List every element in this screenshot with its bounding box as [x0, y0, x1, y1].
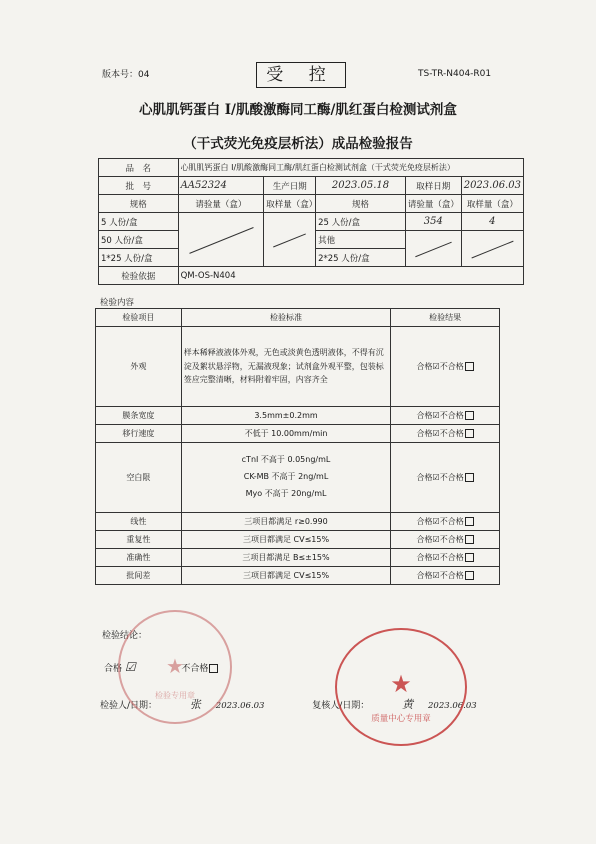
test-item: 外观 — [96, 327, 182, 407]
col-result-header: 检验结果 — [391, 309, 500, 327]
result-cell: 合格☑不合格 — [391, 407, 500, 425]
test-standard: 三项目都满足 r≥0.990 — [181, 513, 391, 531]
send-qty-header-2: 请验量（盒） — [405, 195, 461, 213]
test-item: 线性 — [96, 513, 182, 531]
spec-row-label: 5 人份/盒 — [99, 213, 179, 231]
spec-row-label: 50 人份/盒 — [99, 231, 179, 249]
batch-label: 批 号 — [99, 177, 179, 195]
test-item: 准确性 — [96, 549, 182, 567]
test-item: 批间差 — [96, 567, 182, 585]
conclusion-options: 合格 ☑ 不合格 — [104, 660, 218, 674]
controlled-stamp: 受 控 — [256, 62, 346, 88]
struck-cell — [178, 213, 264, 267]
spec-header-2: 规格 — [316, 195, 406, 213]
batch-value: AA52324 — [178, 177, 264, 195]
sample-qty-value: 4 — [461, 213, 523, 231]
result-cell: 合格☑不合格 — [391, 549, 500, 567]
result-cell: 合格☑不合格 — [391, 513, 500, 531]
spec-row-label: 25 人份/盒 — [316, 213, 406, 231]
col-item-header: 检验项目 — [96, 309, 182, 327]
basis-value: QM-OS-N404 — [178, 267, 523, 285]
conclusion-label: 检验结论： — [102, 631, 148, 641]
test-standard: 三项目都满足 CV≤15% — [181, 567, 391, 585]
product-info-table — [98, 158, 524, 285]
test-standard: 3.5mm±0.2mm — [181, 407, 391, 425]
production-date-value: 2023.05.18 — [316, 177, 406, 195]
sample-qty-header-2: 取样量（盒） — [461, 195, 523, 213]
inspection-seal: ★ 检验专用章 — [118, 610, 232, 724]
test-standard: 三项目都满足 B≤±15% — [181, 549, 391, 567]
sampling-date-value: 2023.06.03 — [461, 177, 523, 195]
production-date-label: 生产日期 — [264, 177, 316, 195]
send-qty-header: 请验量（盒） — [178, 195, 264, 213]
struck-cell — [264, 213, 316, 267]
spec-row-label: 其他 — [316, 231, 406, 249]
test-standard: cTnI 不高于 0.05ng/mL CK-MB 不高于 2ng/mL Myo 不高于 20ng/mL — [181, 443, 391, 513]
sample-qty-header: 取样量（盒） — [264, 195, 316, 213]
test-standard: 样本稀释液液体外观，无色或淡黄色透明液体，不得有沉淀及絮状悬浮物，无漏液现象；试剂盒外观平整，包装标签应完整清晰，材料附着牢固，内容齐全 — [181, 327, 391, 407]
test-table — [95, 308, 500, 585]
section-label: 检验内容 — [100, 298, 135, 308]
spec-row-label: 2*25 人份/盒 — [316, 249, 406, 267]
product-name-value: 心肌肌钙蛋白 I/肌酸激酶同工酶/肌红蛋白检测试剂盒（干式荧光免疫层析法） — [178, 159, 523, 177]
quality-center-seal: ★ 质量中心专用章 — [335, 628, 467, 746]
result-cell: 合格☑不合格 — [391, 327, 500, 407]
struck-cell — [461, 231, 523, 267]
result-cell: 合格☑不合格 — [391, 531, 500, 549]
test-item: 膜条宽度 — [96, 407, 182, 425]
spec-header: 规格 — [99, 195, 179, 213]
col-standard-header: 检验标准 — [181, 309, 391, 327]
test-item: 重复性 — [96, 531, 182, 549]
basis-label: 检验依据 — [99, 267, 179, 285]
test-item: 移行速度 — [96, 425, 182, 443]
result-cell: 合格☑不合格 — [391, 443, 500, 513]
version-number: 版本号：04 — [102, 70, 150, 80]
report-title-line1: 心肌肌钙蛋白 I/肌酸激酶同工酶/肌红蛋白检测试剂盒 — [139, 102, 457, 118]
test-standard: 不低于 10.00mm/min — [181, 425, 391, 443]
result-cell: 合格☑不合格 — [391, 425, 500, 443]
test-standard: 三项目都满足 CV≤15% — [181, 531, 391, 549]
product-name-label: 品 名 — [99, 159, 179, 177]
send-qty-value: 354 — [405, 213, 461, 231]
spec-row-label: 1*25 人份/盒 — [99, 249, 179, 267]
struck-cell — [405, 231, 461, 267]
result-cell: 合格☑不合格 — [391, 567, 500, 585]
signature-line: 检验人/日期： 张 2023.06.03 复核人/日期： 黄 2023.06.03 — [100, 698, 477, 711]
test-item: 空白限 — [96, 443, 182, 513]
sampling-date-label: 取样日期 — [405, 177, 461, 195]
report-title-line2: （干式荧光免疫层析法）成品检验报告 — [183, 136, 413, 152]
document-code: TS-TR-N404-R01 — [418, 69, 492, 79]
